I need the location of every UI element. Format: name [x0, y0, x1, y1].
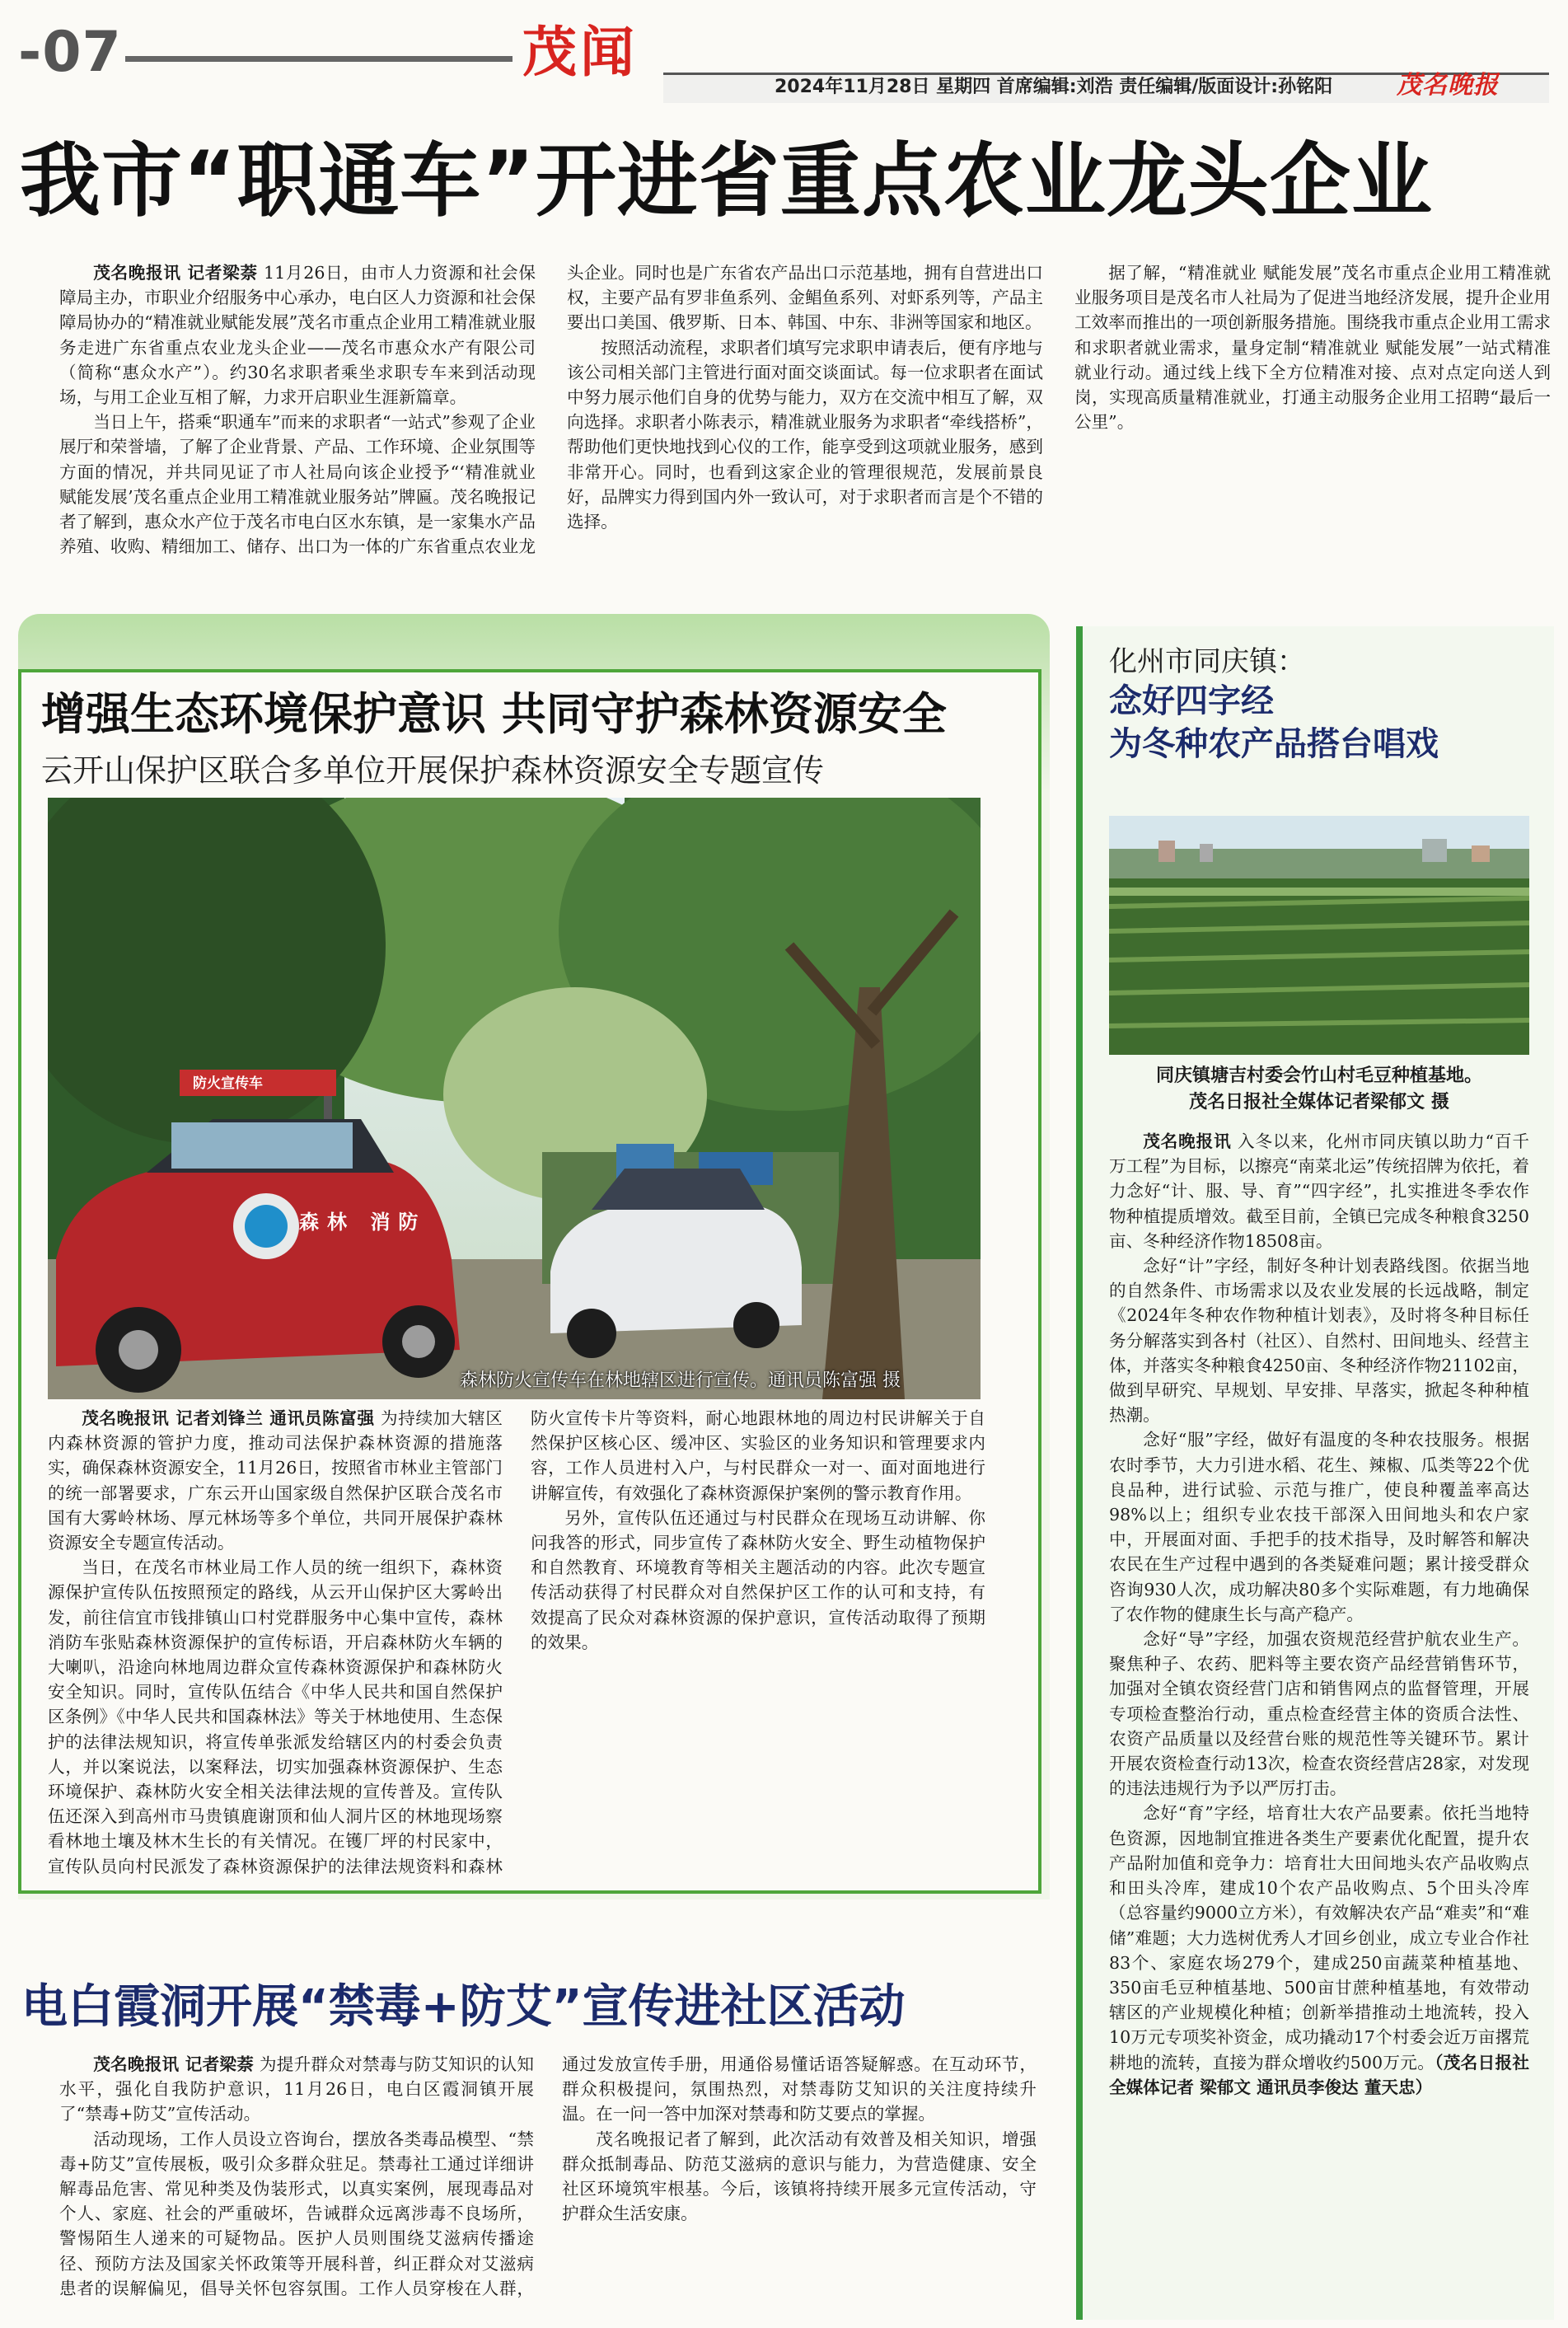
article2-lead: 茂名晚报讯 记者刘锋兰 通讯员陈富强 [82, 1408, 375, 1428]
article2-body [48, 1406, 985, 1884]
article3-lead: 茂名晚报讯 记者梁萘 [93, 2054, 255, 2074]
article4-para: 念好“计”字经，制好冬种计划表路线图。依据当地的自然条件、市场需求以及农业发展的长远战略，制定《2024年冬种农作物种植计划表》，及时将冬种目标任务分解落实到各村（社区）、自然村、田间地头、经营主体，并落实冬种粮食4250亩、冬种经济作物21102亩，做到早研究、早规划、早安排、早落实，掀起冬种种植热潮。 [1109, 1256, 1529, 1426]
section-title: 茂闻 [522, 20, 638, 84]
article4-kicker: 化州市同庆镇： [1109, 645, 1305, 678]
truck-door-text: 森林 消防 [299, 1211, 427, 1234]
article3-para: 活动现场，工作人员设立咨询台，摆放各类毒品模型、“禁毒+防艾”宣传展板，吸引众多群众驻足。禁毒社工通过详细讲解毒品危害、常见种类及伪装形式，以真实案例，展现毒品对个人、家庭、社会的严重破坏，告诫群众远离涉毒不良场所，警惕陌生人递来的可疑物品。医护人员则围绕艾滋病传播途径、预防方法及国家关怀政策等开展科普，纠正群众对艾滋病患者的误解偏见，倡导关怀包容氛围。工作人员穿梭在人群，通过发放宣传手册，用通俗易懂话语答疑解惑。在互动环节，群众积极提问，氛围热烈，对禁毒防艾知识的关注度持续升温。在一问一答中加深对禁毒和防艾要点的掌握。 [59, 2054, 1037, 2298]
article4-green-bar [1076, 626, 1083, 2320]
article4-headline-2: 为冬种农产品搭台唱戏 [1109, 725, 1439, 763]
article4-para: 念好“导”字经，加强农资规范经营护航农业生产。聚焦种子、农药、肥料等主要农资产品经营销售环节，加强对全镇农资经营门店和销售网点的监督管理，开展专项检查整治行动，重点检查经营主体的资质合法性、农资产品质量以及经营台账的规范性等关键环节。累计开展农资检查行动13次，检查农资经营店28家，对发现的违法违规行为予以严厉打击。 [1109, 1629, 1529, 1799]
article1-para: 11月26日，由市人力资源和社会保障局主办，市职业介绍服务中心承办，电白区人力资源和社会保障局协办的“精准就业赋能发展”茂名市重点企业用工精准就业服务走进广东省重点农业龙头企业——茂名市惠众水产有限公司（简称“惠众水产”）。约30名求职者乘坐求职专车来到活动现场，与用工企业互相了解，力求开启职业生涯新篇章。 [59, 263, 536, 408]
article2-para: 另外，宣传队伍还通过与村民群众在现场互动讲解、你问我答的形式，同步宣传了森林防火安全、野生动植物保护和自然教育、环境教育等相关主题活动的内容。此次专题宣传活动获得了村民群众对自然保护区工作的认可和支持，有效提高了民众对森林资源的保护意识，宣传活动取得了预期的效果。 [531, 1507, 985, 1652]
article1-para: 据了解，“精准就业 赋能发展”茂名市重点企业用工精准就业服务项目是茂名市人社局为了促进当地经济发展，提升企业用工效率而推出的一项创新服务措施。围绕我市重点企业用工需求和求职者就业需求，量身定制“精准就业 赋能发展”一站式精准就业行动。通过线上线下全方位精准对接、点对点定向送人到岗，实现高质量精准就业，打通主动服务企业用工招聘“最后一公里”。 [1074, 263, 1551, 433]
article4-para: 念好“育”字经，培育壮大农产品要素。依托当地特色资源，因地制宜推进各类生产要素优化配置，提升农产品附加值和竞争力：培育壮大田间地头农产品收购点和田头冷库，建成10个农产品收购点、5个田头冷库（总容量约9000立方米），有效解决农产品“难卖”和“难储”难题；大力选树优秀人才回乡创业，成立专业合作社83个、家庭农场279个，建成250亩蔬菜种植基地、350亩毛豆种植基地、500亩甘蔗种植基地，有效带动辖区的产业规模化种植；创新举措推动土地流转，投入10万元专项奖补资金，成功撬动17个村委会近万亩撂荒耕地的流转，直接为群众增收约500万元。 [1109, 1803, 1529, 2073]
article2-headline: 增强生态环境保护意识 共同守护森林资源安全 [41, 688, 947, 740]
article1-body [59, 260, 1551, 583]
farm-photo [1109, 816, 1529, 1055]
forest-photo [48, 798, 981, 1399]
page-number: -07 [18, 20, 122, 85]
article4-para: 入冬以来，化州市同庆镇以助力“百千万工程”为目标，以擦亮“南菜北运”传统招牌为依托，着力念好“计、服、导、育”“四字经”，扎实推进冬季农作物种植提质增效。截至目前，全镇已完成冬种粮食3250亩、冬种经济作物18508亩。 [1109, 1131, 1529, 1251]
article4-lead: 茂名晚报讯 [1143, 1131, 1232, 1151]
article3-body [59, 2052, 1037, 2321]
article3-headline: 电白霞洞开展“禁毒+防艾”宣传进社区活动 [21, 1980, 906, 2034]
article1-para: 当日上午，搭乘“职通车”而来的求职者“一站式”参观了企业展厅和荣誉墙，了解了企业背景、产品、工作环境、企业氛围等方面的情况，并共同见证了市人社局向该企业授予“‘精准就业 赋能发展’茂名重点企业用工精准就业服务站”牌匾。茂名晚报记者了解到，惠众水产位于茂名市电白区水东镇，是一家集水产品养殖、收购、精细加工、储存、出口为一体的广东省重点农业龙头企业。同时也是广东省农产品出口示范基地，拥有自营进出口权，主要产品有罗非鱼系列、金鲳鱼系列、对虾系列等，产品主要出口美国、俄罗斯、日本、韩国、中东、非洲等国家和地区。 [59, 263, 1043, 557]
farm-photo-caption-1: 同庆镇塘吉村委会竹山村毛豆种植基地。 [1155, 1066, 1482, 1086]
truck-sign: 防火宣传车 [193, 1075, 263, 1092]
article4-headline-1: 念好四字经 [1109, 682, 1274, 720]
article2-para: 为持续加大辖区内森林资源的管护力度，推动司法保护森林资源的措施落实，确保森林资源安全，11月26日，按照省市林业主管部门的统一部署要求，广东云开山国家级自然保护区联合茂名市国有大雾岭林场、厚元林场等多个单位，共同开展保护森林资源安全专题宣传活动。 [48, 1408, 503, 1553]
masthead-rule-left [125, 56, 513, 62]
article1-headline: 我市“职通车”开进省重点农业龙头企业 [20, 134, 1433, 228]
article3-para: 为提升群众对禁毒与防艾知识的认知水平，强化自我防护意识，11月26日，电白区霞洞镇开展了“禁毒+防艾”宣传活动。 [59, 2054, 535, 2124]
article3-para: 茂名晚报记者了解到，此次活动有效普及相关知识，增强群众抵制毒品、防范艾滋病的意识与能力，为营造健康、安全社区环境筑牢根基。今后，该镇将持续开展多元宣传活动，守护群众生活安康。 [562, 2129, 1037, 2224]
article2-subhead: 云开山保护区联合多单位开展保护森林资源安全专题宣传 [41, 752, 825, 789]
article1-lead: 茂名晚报讯 记者梁萘 [93, 263, 258, 283]
article2-para: 当日，在茂名市林业局工作人员的统一组织下，森林资源保护宣传队伍按照预定的路线，从云开山保护区大雾岭出发，前往信宜市钱排镇山口村党群服务中心集中宣传，森林消防车张贴森林资源保护的宣传标语，开启森林防火车辆的大喇叭，沿途向林地周边群众宣传森林资源保护和森林防火安全知识。同时，宣传队伍结合《中华人民共和国自然保护区条例》《中华人民共和国森林法》等关于林地使用、生态保护的法律法规知识，将宣传单张派发给辖区内的村委会负责人，并以案说法，以案释法，切实加强森林资源保护、生态环境保护、森林防火安全相关法律法规的宣传普及。宣传队伍还深入到高州市马贵镇鹿谢顶和仙人洞片区的林地现场察看林地土壤及林木生长的有关情况。在镬厂坪的村民家中，宣传队员向村民派发了森林资源保护的法律法规资料和森林防火宣传卡片等资料，耐心地跟林地的周边村民讲解关于自然保护区核心区、缓冲区、实验区的业务知识和管理要求内容，工作人员进村入户，与村民群众一对一、面对面地进行讲解宣传，有效强化了森林资源保护案例的警示教育作用。 [48, 1408, 985, 1876]
farm-photo-caption-2: 茂名日报社全媒体记者梁郁文 摄 [1189, 1092, 1449, 1112]
article4-para: 念好“服”字经，做好有温度的冬种农技服务。根据农时季节，大力引进水稻、花生、辣椒、瓜类等22个优良品种，进行试验、示范与推广，使良种覆盖率高达98%以上；组织专业农技干部深入田间地头和农户家中，开展面对面、手把手的技术指导，及时解答和解决农民在生产过程中遇到的各类疑难问题；累计接受群众咨询930人次，成功解决80多个实际难题，有力地确保了农作物的健康生长与高产稳产。 [1109, 1430, 1529, 1624]
paper-logo: 茂名晚报 [1397, 71, 1499, 100]
date-line: 2024年11月28日 星期四 首席编辑:刘浩 责任编辑/版面设计:孙铭阳 [775, 77, 1333, 97]
article4-body [1109, 1129, 1529, 2316]
forest-photo-caption: 森林防火宣传车在林地辖区进行宣传。通讯员陈富强 摄 [460, 1370, 901, 1391]
article4-byline: （茂名日报社全媒体记者 梁郁文 通讯员李俊达 董天忠） [1109, 2052, 1529, 2097]
article1-para: 按照活动流程，求职者们填写完求职申请表后，便有序地与该公司相关部门主管进行面对面交谈面试。每一位求职者在面试中努力展示他们自身的优势与能力，双方在交流中相互了解，双向选择。求职者小陈表示，精准就业服务为求职者“牵线搭桥”，帮助他们更快地找到心仪的工作，能享受到这项就业服务，感到非常开心。同时，也看到这家企业的管理很规范，发展前景良好，品牌实力得到国内外一致认可，对于求职者而言是个不错的选择。 [567, 337, 1043, 532]
